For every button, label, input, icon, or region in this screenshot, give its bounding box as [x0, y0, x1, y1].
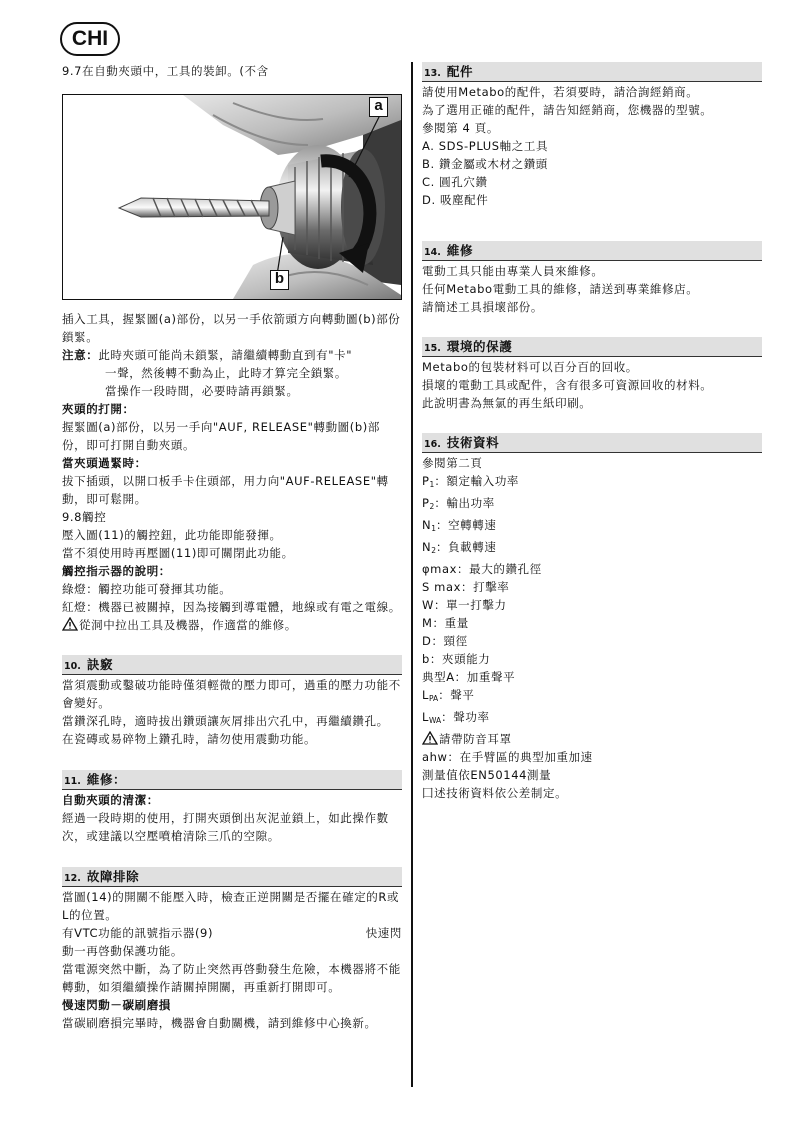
paragraph: 請簡述工具損壞部份。: [422, 300, 543, 314]
paragraph: 電動工具只能由專業人員來維修。: [422, 264, 604, 278]
spec-p2: [422, 494, 762, 516]
ear-protection-line: [422, 730, 762, 748]
spec-text: ：負載轉速: [435, 540, 497, 554]
spec-subscript: WA: [429, 716, 442, 725]
paragraph: 經過一段時期的使用，打開夾頭倒出灰泥並鎖上，如此操作數次，或建議以空壓噴槍清除三爪的空隙。: [62, 811, 389, 843]
paragraph: 此說明書為無氯的再生紙印刷。: [422, 396, 592, 410]
column-divider: [411, 62, 413, 1087]
paragraph: 在瓷磚或易碎物上鑽孔時，請勿使用震動功能。: [62, 732, 317, 746]
warning-text: 從洞中拉出工具及機器，作適當的維修。: [79, 618, 297, 632]
spec-w: W：單一打擊力: [422, 598, 507, 612]
list-item: C. 圓孔穴鑽: [422, 175, 488, 189]
list-item: D. 吸塵配件: [422, 193, 489, 207]
section-title: 技術資料: [446, 435, 500, 450]
section-number: 15.: [424, 343, 441, 354]
vtc-text-left: 有VTC功能的訊號指示器(9): [62, 926, 214, 940]
paragraph: 任何Metabo電動工具的維修，請送到專業維修店。: [422, 282, 699, 296]
spec-n1: [422, 516, 762, 538]
paragraph: 拔下插頭，以開口板手卡住頭部，用力向"AUF-RELEASE"轉動，即可鬆開。: [62, 474, 389, 506]
section-number: 11.: [64, 776, 81, 787]
warning-line: [62, 616, 402, 634]
section-title: 訣竅: [86, 657, 114, 672]
spec-text: ：額定輸入功率: [434, 474, 520, 488]
spec-symbol: P: [422, 474, 430, 488]
paragraph: 當不須使用時再壓圖(11)即可關閉此功能。: [62, 546, 294, 560]
vtc-line: [62, 924, 402, 942]
heading-chuck-open: 夾頭的打開：: [62, 402, 135, 416]
paragraph: 為了選用正確的配件，請告知經銷商，您機器的型號。: [422, 103, 713, 117]
spec-d: D：頸徑: [422, 634, 468, 648]
spec-lpa: [422, 686, 762, 708]
section-number: 13.: [424, 68, 441, 79]
paragraph: 綠燈：觸控功能可發揮其功能。: [62, 582, 232, 596]
spec-b: b：夾頭能力: [422, 652, 491, 666]
note-text-3: 當操作一段時間，必要時請再鎖緊。: [105, 384, 299, 398]
section-heading-14: [422, 241, 762, 261]
section-heading-15: [422, 337, 762, 357]
spec-text: ：聲功率: [441, 710, 490, 724]
spec-dmax: φmax：最大的鑽孔徑: [422, 562, 542, 576]
spec-p1: [422, 472, 762, 494]
paragraph: 插入工具，握緊圖(a)部份，以另一手依箭頭方向轉動圖(b)部份鎖緊。: [62, 312, 401, 344]
spec-text: ：輸出功率: [434, 496, 495, 510]
heading-indicator: 觸控指示器的說明：: [62, 564, 171, 578]
language-badge-text: CHI: [71, 27, 109, 50]
heading-chuck-clean: 自動夾頭的清潔：: [62, 793, 159, 807]
warning-icon: [422, 731, 438, 745]
paragraph: 請使用Metabo的配件，若須要時，請洽詢經銷商。: [422, 85, 699, 99]
paragraph: Metabo的包裝材料可以百分百的回收。: [422, 360, 638, 374]
right-column: [422, 62, 762, 802]
paragraph: 握緊圖(a)部份，以另一手向"AUF, RELEASE"轉動圖(b)部份，即可打開自動夾頭。: [62, 420, 380, 452]
section-title: 配件: [446, 64, 474, 79]
paragraph: 當碳刷磨損完畢時，機器會自動關機，請到維修中心換新。: [62, 1016, 377, 1030]
note-text-2: 一聲，然後轉不動為止，此時才算完全鎖緊。: [105, 366, 347, 380]
section-heading-16: [422, 433, 762, 453]
section-title: 環境的保護: [446, 339, 513, 354]
paragraph: 當圖(14)的開關不能壓入時，檢查正逆開關是否擺在確定的R或L的位置。: [62, 890, 400, 922]
note-text-1: 此時夾頭可能尚未鎖緊，請繼續轉動直到有"卡": [98, 348, 353, 362]
section-heading-12: [62, 867, 402, 887]
spec-symbol: L: [422, 688, 430, 702]
heading-chuck-tight: 當夾頭過緊時：: [62, 456, 147, 470]
ear-protection-text: 請帶防音耳罩: [439, 732, 512, 746]
spec-tolerance: 囗述技術資料依公差制定。: [422, 786, 568, 800]
drill-chuck-illustration: [63, 95, 401, 299]
section-9-7-title: 9.7在自動夾頭中，工具的裝卸。(不含: [62, 64, 269, 78]
spec-symbol: N: [422, 540, 432, 554]
paragraph: 當鑽深孔時，適時拔出鑽頭讓灰屑排出穴孔中，再繼續鑽孔。: [62, 714, 389, 728]
section-title: 維修: [446, 243, 474, 258]
section-title: 維修：: [86, 772, 127, 787]
section-heading-10: [62, 655, 402, 675]
spec-subscript: 1: [431, 524, 436, 533]
left-column: [62, 62, 402, 1032]
spec-measure: 測量值依EN50144測量: [422, 768, 552, 782]
note-line: [62, 346, 402, 364]
spec-subscript: 2: [429, 502, 435, 511]
spec-subscript: PA: [429, 694, 439, 703]
chuck-figure: [62, 94, 402, 300]
heading-slow-flash: 慢速閃動－碳刷磨損: [62, 998, 171, 1012]
paragraph: 損壞的電動工具或配件，含有很多可資源回收的材料。: [422, 378, 713, 392]
figure-label-b: b: [270, 270, 289, 290]
spec-text: ：空轉轉速: [435, 518, 497, 532]
list-item: B. 鑽金屬或木材之鑽頭: [422, 157, 548, 171]
spec-symbol: P: [422, 496, 430, 510]
spec-ahw: ahw：在手臂區的典型加重加速: [422, 750, 593, 764]
section-number: 10.: [64, 661, 81, 672]
paragraph: 動一再啓動保護功能。: [62, 944, 183, 958]
section-heading-11: [62, 770, 402, 790]
list-item: A. SDS-PLUS軸之工具: [422, 139, 549, 153]
paragraph: 紅燈：機器已被關掉，因為接觸到導電體，地線或有電之電線。: [62, 600, 401, 614]
spec-m: M：重量: [422, 616, 469, 630]
paragraph: 壓入圖(11)的觸控鈕，此功能即能發揮。: [62, 528, 282, 542]
spec-symbol: N: [422, 518, 432, 532]
paragraph: 參閱第二頁: [422, 456, 483, 470]
section-number: 12.: [64, 873, 81, 884]
section-number: 14.: [424, 247, 441, 258]
figure-label-a: a: [369, 97, 388, 117]
spec-symbol: L: [422, 710, 430, 724]
section-title: 故障排除: [86, 869, 140, 884]
spec-smax: S max：打擊率: [422, 580, 510, 594]
warning-icon: [62, 617, 78, 631]
paragraph: 當電源突然中斷，為了防止突然再啓動發生危險，本機器將不能轉動，如須繼續操作請關掉開關，再重新打開即可。: [62, 962, 401, 994]
paragraph: 參閱第 4 頁。: [422, 121, 499, 135]
language-badge: [60, 22, 120, 56]
section-number: 16.: [424, 439, 441, 450]
spec-lwa: [422, 708, 762, 730]
spec-text: ：聲平: [438, 688, 475, 702]
spec-subscript: 2: [431, 546, 436, 555]
spec-n2: [422, 538, 762, 560]
vtc-text-right: 快速閃: [365, 926, 402, 940]
spec-subscript: 1: [429, 480, 435, 489]
section-heading-13: [422, 62, 762, 82]
section-9-8-title: 9.8觸控: [62, 510, 107, 524]
note-lead: 注意：: [62, 348, 99, 362]
spec-typical: 典型A：加重聲平: [422, 670, 516, 684]
paragraph: 當須震動或鑿破功能時僅須輕微的壓力即可，過重的壓力功能不會變好。: [62, 678, 401, 710]
